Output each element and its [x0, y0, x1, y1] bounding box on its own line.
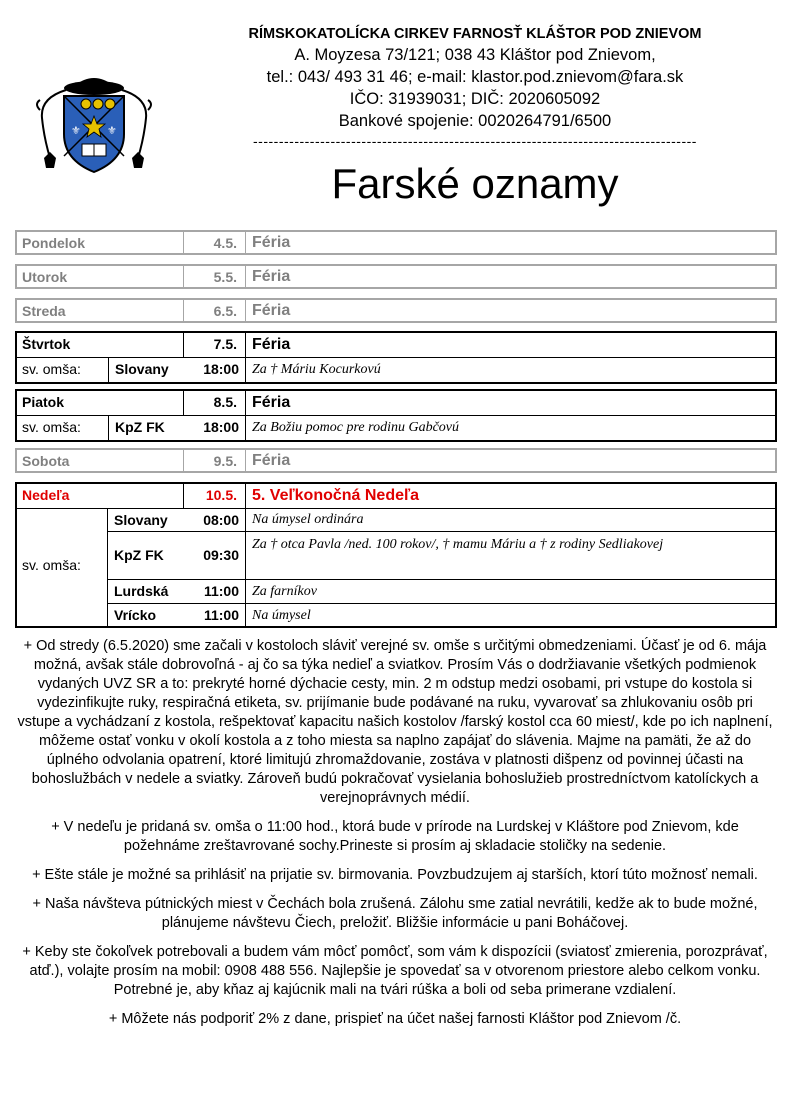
- day-date: 8.5.: [183, 391, 243, 415]
- day-row-saturday: [15, 448, 777, 473]
- day-celebration: Féria: [245, 300, 775, 321]
- announcement-item: + V nedeľu je pridaná sv. omša o 11:00 hod., ktorá bude v prírode na Lurdskej v Kláštore pod Znievom, kde požehnáme zreštavrované sochy.Prineste si prosím aj skladacie stoličky na sedenie.: [51, 819, 739, 854]
- mass-time: 11:00: [203, 607, 239, 623]
- day-celebration: Féria: [245, 232, 775, 253]
- mass-intention: Za † otca Pavla /ned. 100 rokov/, † mamu Máriu a † z rodiny Sedliakovej: [245, 532, 773, 579]
- day-label: Piatok: [22, 394, 65, 410]
- svg-text:⚜: ⚜: [107, 124, 117, 137]
- day-date: 10.5.: [183, 484, 243, 508]
- svg-text:⚜: ⚜: [71, 124, 81, 137]
- day-celebration: Féria: [245, 333, 290, 357]
- day-block-thursday: [15, 331, 777, 384]
- announcement-item: + Od stredy (6.5.2020) sme začali v kostoloch sláviť verejné sv. omše s určitými obmedzeniami. Účasť je od 6. mája možná, avšak stále dobrovoľná - aj čo sa týka nedieľ a sviatkov. Prosím Vás o dodržiavanie všetkých podmienok vydaných UVZ SR a to: prekryté horné dýchacie cesty, min. 2 m odstup medzi osobami, pri vstupe do kostola si vydezinfikujte ruky, respiračná etiketa, sv. prijímanie bude podávané na ruku, vyvarovať sa zhlukovaniu osôb pri vstupe a vychádzaní z kostola, rešpektovať kapacitu našich kostolov /farský kostol cca 60 miest/, kde po ich naplnení, môžeme ostať vonku v okolí kostola a z toho miesta sa naplno zapájať do slávenia. Majme na pamäti, že až do úplného odvolania opatrení, ktoré limitujú zhromaždovanie, zostáva v platnosti dišpenz od povinnej účasti na bohoslužbách v nedele a sviatky. Zároveň budú pokračovať vysielania bohoslužieb prostredníctvom katolíckych a verejnoprávnych médií.: [17, 638, 773, 806]
- day-label: Štvrtok: [22, 336, 71, 352]
- mass-place: KpZ FK: [108, 416, 165, 440]
- announcements: [14, 637, 776, 1039]
- day-celebration: Féria: [245, 391, 290, 415]
- announcement-item: + Ešte stále je možné sa prihlásiť na prijatie sv. birmovania. Povzbudzujem aj starších, ktorí túto možnosť nemali.: [32, 867, 758, 883]
- mass-time: 11:00: [203, 583, 239, 599]
- day-row-tuesday: [15, 264, 777, 289]
- day-label: Streda: [22, 303, 66, 319]
- day-date: 6.5.: [183, 300, 243, 321]
- day-date: 9.5.: [183, 450, 243, 471]
- page-title: Farské oznamy: [331, 160, 619, 207]
- day-label: Utorok: [22, 269, 68, 285]
- mass-place: Slovany: [108, 358, 169, 382]
- announcement-item: + Môžete nás podporiť 2% z dane, prispieť na účet našej farnosti Kláštor pod Znievom /č.: [108, 1011, 682, 1027]
- header-separator: --------------------------------------------------------------------------------------: [253, 133, 697, 149]
- day-label: Sobota: [22, 453, 70, 469]
- day-label: Pondelok: [22, 235, 86, 251]
- day-block-sunday: [15, 482, 777, 628]
- day-label: Nedeľa: [22, 487, 70, 503]
- mass-place: Vrícko: [114, 607, 157, 623]
- day-date: 7.5.: [183, 333, 243, 357]
- day-celebration: Féria: [245, 450, 775, 471]
- day-date: 5.5.: [183, 266, 243, 287]
- mass-intention: Na úmysel ordinára: [245, 509, 363, 531]
- mass-intention: Za † Máriu Kocurkovú: [245, 358, 381, 382]
- parish-bank: Bankové spojenie: 0020264791/6500: [338, 112, 612, 130]
- day-celebration: 5. Veľkonočná Nedeľa: [245, 484, 419, 508]
- mass-place: Slovany: [114, 512, 168, 528]
- day-row-wednesday: [15, 298, 777, 323]
- parish-name: RÍMSKOKATOLÍCKA CIRKEV FARNOSŤ KLÁŠTOR POD ZNIEVOM: [248, 26, 702, 42]
- mass-time: 18:00: [203, 419, 239, 435]
- day-row-monday: [15, 230, 777, 255]
- mass-place: Lurdská: [114, 583, 169, 599]
- mass-intention: Za farníkov: [245, 580, 317, 603]
- mass-time: 08:00: [203, 512, 239, 528]
- announcement-item: + Naša návšteva pútnických miest v Čechách bola zrušená. Zálohu sme zatial nevrátili, kedže ak to bude možné, plánujeme návštevu Čiech, preložiť. Bližšie informácie u pani Boháčovej.: [32, 896, 758, 931]
- mass-intention: Za Božiu pomoc pre rodinu Gabčovú: [245, 416, 459, 440]
- mass-time: 09:30: [203, 547, 239, 563]
- mass-label: sv. omša:: [22, 419, 81, 435]
- coat-of-arms-icon: [30, 68, 158, 180]
- mass-label: sv. omša:: [22, 361, 81, 377]
- parish-ids: IČO: 31939031; DIČ: 2020605092: [349, 90, 601, 108]
- day-date: 4.5.: [183, 232, 243, 253]
- mass-intention: Na úmysel: [245, 604, 311, 627]
- mass-place: KpZ FK: [114, 547, 164, 563]
- mass-label: sv. omša:: [22, 557, 81, 573]
- parish-address: A. Moyzesa 73/121; 038 43 Kláštor pod Znievom,: [294, 46, 656, 64]
- day-block-friday: [15, 389, 777, 442]
- mass-time: 18:00: [203, 361, 239, 377]
- day-celebration: Féria: [245, 266, 775, 287]
- parish-contact: tel.: 043/ 493 31 46; e-mail: klastor.pod.znievom@fara.sk: [266, 68, 684, 86]
- announcement-item: + Keby ste čokoľvek potrebovali a budem vám môcť pomôcť, som vám k dispozícii (sviatosť zmierenia, porozprávať, atď.), volajte prosím na mobil: 0908 488 556. Najlepšie je spovedať sa v otvorenom priestore alebo celkom vonku. Potrebné je, aby kňaz aj kajúcnik mali na tvári rúška a boli od seba primerane vzdialení.: [22, 944, 768, 998]
